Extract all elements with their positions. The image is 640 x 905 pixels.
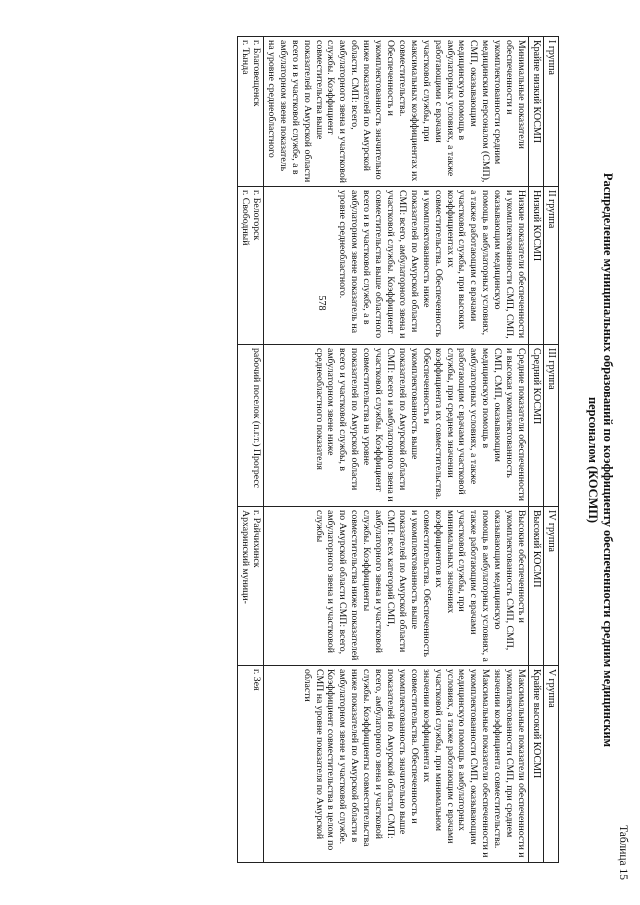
group-name: Высокий КОСМП bbox=[529, 507, 544, 666]
group-description-row bbox=[264, 37, 529, 863]
municipality-list bbox=[238, 666, 264, 863]
group-label: III группа bbox=[544, 345, 559, 507]
municipality-list bbox=[238, 37, 264, 187]
group-description: Максимальные показатели обеспеченности и укомплектованности СМП, при среднем значении коэффициента совместительства. Максимальные показатели обеспеченности и укомплектованности СМП, оказывающим медицинскую помощь в амбулаторных условиях, а также работающим с врачами участковой службы, при минимальном значении коэффициента их совместительства. Обеспеченность и укомплектованность значительно выше показателей по Амурской области СМП: всего, амбулаторного звена и участковой службы. Коэффициенты совместительства ниже показателей по Амурской области в амбулаторном звене и участковой службе. Коэффициент совместительства в целом по СМП на уровне показателя по Амурской области bbox=[264, 666, 529, 863]
group-label: IV группа bbox=[544, 507, 559, 666]
municipality: Архаринский муници- bbox=[239, 510, 251, 604]
group-description: Минимальные показатели обеспеченности и укомплектованности средним медицинским персоналом (СМП), СМП, оказывающим медицинскую помощь в амбулаторных условиях, а также работающими с врачами участковой службы, при максимальных коэффициентах их совместительства. Обеспеченность и укомплектованность значительно ниже показателей по Амурской области. СМП: всего, амбулаторного звена и участковой службы. Коэффициент совместительства выше показателей по Амурской области всего и в участковой службе, а в амбулаторном звене показатель на уровне среднеобластного bbox=[264, 37, 529, 187]
group-name-row bbox=[529, 37, 544, 863]
group-label-row bbox=[544, 37, 559, 863]
table-label: Таблица 15 bbox=[617, 825, 629, 880]
group-name: Крайне высокий КОСМП bbox=[529, 666, 544, 863]
municipality: г. Райчихинск bbox=[251, 510, 263, 568]
group-description: Высокие обеспеченность и укомплектованность СМП, СМП, оказывающим медицинскую помощь в амбулаторных условиях, а также работающим с врачами участковой службы, при минимальных значениях коэффициентов их совместительства. Обеспеченность и укомплектованность выше показателей по Амурской области СМП: всех категорий СМП, амбулаторного звена и участковой службы. Коэффициенты совместительства ниже показателей по Амурской области СМП: всего, амбулаторного звена и участковой службы bbox=[264, 507, 529, 666]
group-description: Низкие показатели обеспеченности и укомплектованности СМП, СМП, оказывающим медицинскую помощь в амбулаторных условиях, а также работающим с врачами участковой службы, при высоких коэффициентах их совместительства. Обеспеченность и укомплектованность ниже показателей по Амурской области СМП: всего, амбулаторного звена и участковой службы. Коэффициент совместительства выше областного всего и в участковой службе, а в амбулаторном звене показатель на уровне среднеобластного. bbox=[264, 187, 529, 345]
group-name: Средний КОСМП bbox=[529, 345, 544, 507]
rotated-page-content bbox=[5, 30, 635, 890]
table-title bbox=[585, 70, 615, 850]
title-line-1: Распределение муниципальных образований по коэффициенту обеспеченности средним медицинским bbox=[601, 172, 615, 748]
group-description: Средние показатели обеспеченности и высокая укомплектованность СМП, СМП, оказывающим медицинскую помощь в амбулаторных условиях, а также работающим с врачами участковой службы, при среднем значении коэффициента их совместительства. Обеспеченность и укомплектованность выше показателей по Амурской области СМП: всего и амбулаторного звена и участковой службы. Коэффициент совместительства на уровне показателей по Амурской области всего и участковой службы, в амбулаторном звене ниже среднеобластного показателя bbox=[264, 345, 529, 507]
municipality: г. Тында bbox=[239, 40, 251, 75]
group-name: Крайне низкий КОСМП bbox=[529, 37, 544, 187]
municipality-list bbox=[238, 507, 264, 666]
page-number: 578 bbox=[316, 295, 327, 311]
group-name: Низкий КОСМП bbox=[529, 187, 544, 345]
municipality: г. Зея bbox=[251, 669, 263, 691]
title-line-2: персоналом (КОСМП) bbox=[586, 396, 600, 524]
municipality-list bbox=[238, 187, 264, 345]
group-label: II группа bbox=[544, 187, 559, 345]
municipalities-row bbox=[238, 37, 264, 863]
group-label: V группа bbox=[544, 666, 559, 863]
group-label: I группа bbox=[544, 37, 559, 187]
municipality: рабочий поселок (п.г.т.) Прогресс bbox=[251, 348, 263, 489]
municipality: г. Благовещенск bbox=[251, 40, 263, 107]
municipality-list bbox=[238, 345, 264, 507]
municipality: г. Белогорск bbox=[251, 190, 263, 241]
municipality: г. Свободный bbox=[239, 190, 251, 246]
distribution-table bbox=[237, 36, 559, 863]
